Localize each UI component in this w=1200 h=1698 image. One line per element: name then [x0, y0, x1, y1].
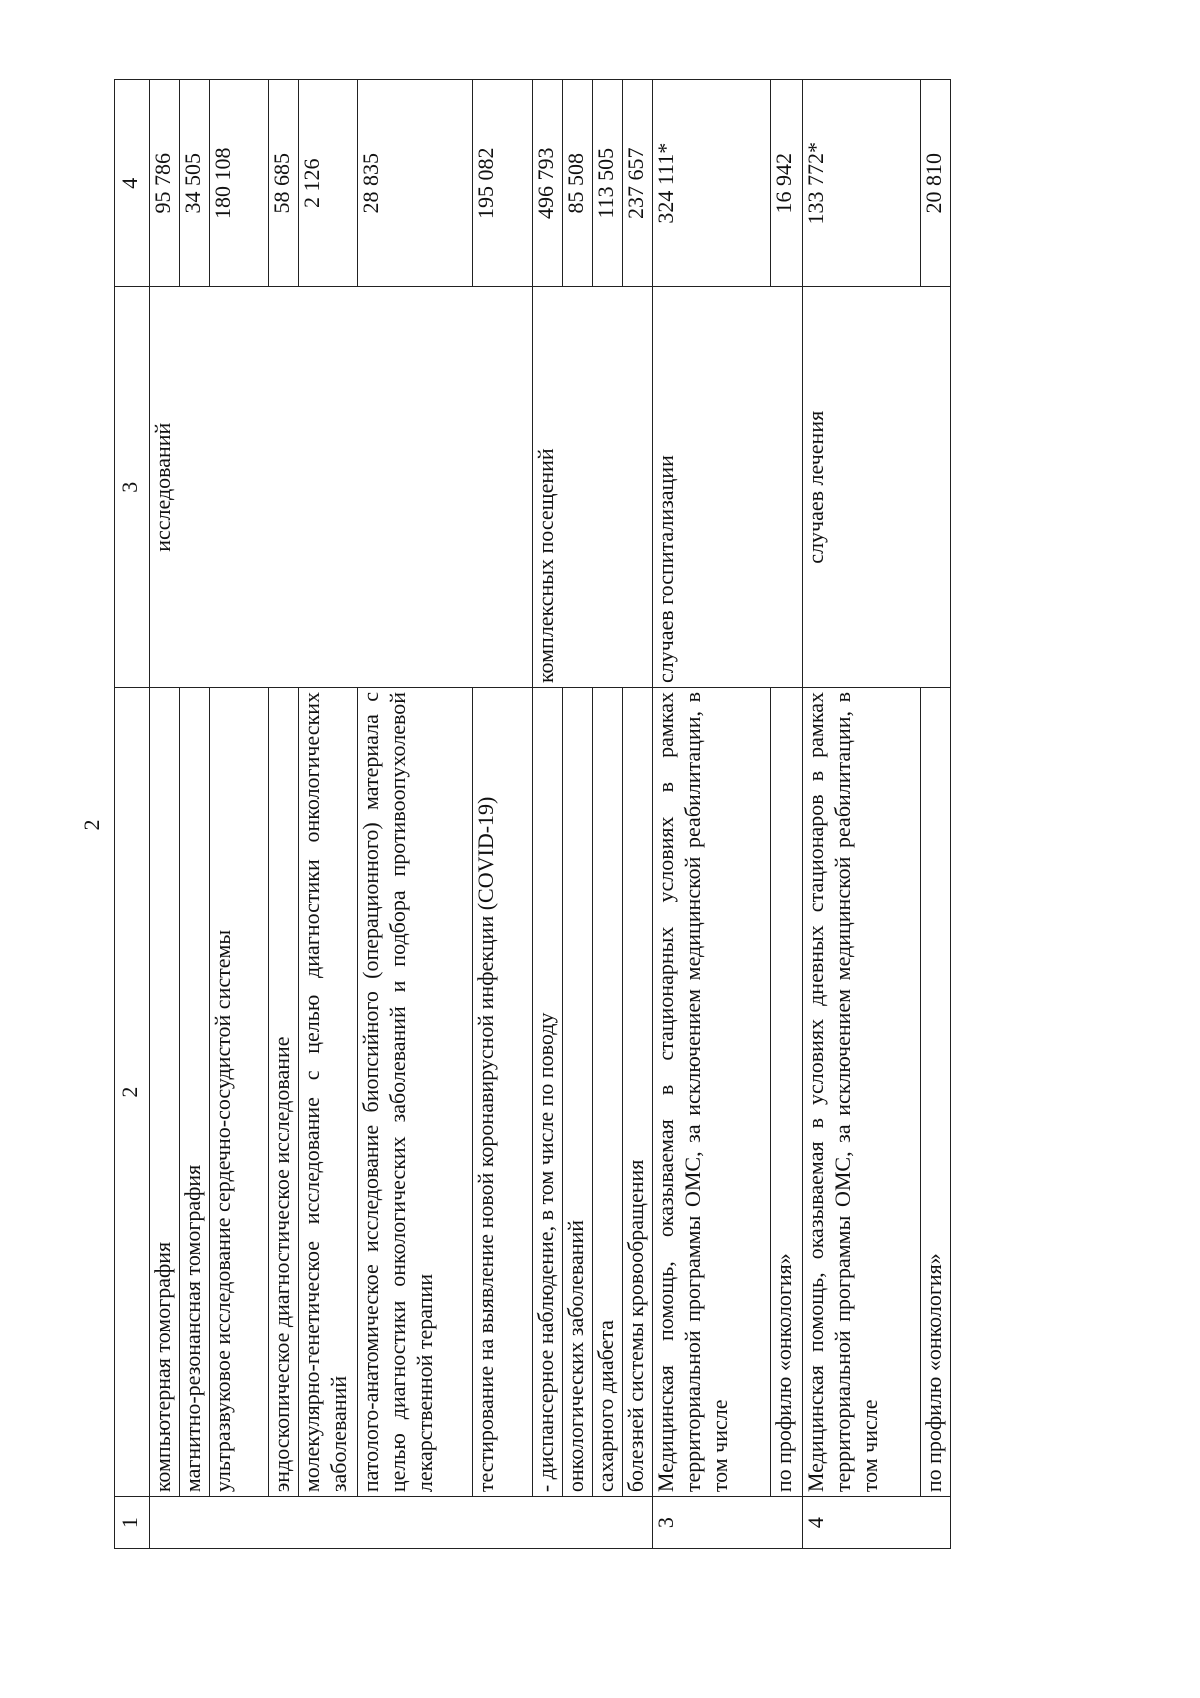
- unit-cell: случаев госпитализации: [653, 287, 803, 688]
- row-label: болезней системы кровообращения: [623, 688, 653, 1497]
- row-value: 34 505: [180, 80, 210, 287]
- row-value: 16 942: [771, 80, 803, 287]
- row-value: 237 657: [623, 80, 653, 287]
- row-value: 95 786: [150, 80, 180, 287]
- row-label: компьютерная томография: [150, 688, 180, 1497]
- row-value: 2 126: [299, 80, 358, 287]
- row-value: 28 835: [358, 80, 473, 287]
- table-header-row: [115, 80, 150, 1549]
- header-cell-3: 3: [115, 287, 150, 688]
- header-cell-4: 4: [115, 80, 150, 287]
- row-label: эндоскопическое диагностическое исследование: [269, 688, 299, 1497]
- row-label: Медицинская помощь, оказываемая в условиях дневных стационаров в рамках территориальной программы ОМС, за исключением медицинской реабилитации, в том числе: [803, 688, 921, 1497]
- row-value: 133 772*: [803, 80, 921, 287]
- unit-cell: случаев лечения: [803, 287, 951, 688]
- row-label: магнитно-резонансная томография: [180, 688, 210, 1497]
- row-value: 58 685: [269, 80, 299, 287]
- row-number-cell: [150, 1497, 653, 1549]
- table-row: [150, 80, 180, 1549]
- row-number-cell: 3: [653, 1497, 803, 1549]
- table-row: [653, 80, 771, 1549]
- row-label: онкологических заболеваний: [563, 688, 593, 1497]
- row-value: 180 108: [210, 80, 269, 287]
- header-cell-1: 1: [115, 1497, 150, 1549]
- row-number-cell: 4: [803, 1497, 951, 1549]
- row-label: патолого-анатомическое исследование биопсийного (операционного) материала с целью диагностики онкологических заболеваний и подбора противоопухолевой лекарственной терапии: [358, 688, 473, 1497]
- row-label: тестирование на выявление новой коронавирусной инфекции (COVID-19): [473, 688, 533, 1497]
- row-value: 324 111*: [653, 80, 771, 287]
- row-value: 85 508: [563, 80, 593, 287]
- header-cell-2: 2: [115, 688, 150, 1497]
- row-label: по профилю «онкология»: [921, 688, 951, 1497]
- row-value: 113 505: [593, 80, 623, 287]
- row-label: ультразвуковое исследование сердечно-сосудистой системы: [210, 688, 269, 1497]
- table-row: [533, 80, 563, 1549]
- row-label: сахарного диабета: [593, 688, 623, 1497]
- row-value: 195 082: [473, 80, 533, 287]
- unit-cell: комплексных посещений: [533, 287, 653, 688]
- row-value: 496 793: [533, 80, 563, 287]
- page-number: 2: [79, 819, 104, 831]
- row-label: Медицинская помощь, оказываемая в стационарных условиях в рамках территориальной программы ОМС, за исключением медицинской реабилитации, в том числе: [653, 688, 771, 1497]
- table-row: [803, 80, 921, 1549]
- row-label: молекулярно-генетическое исследование с целью диагностики онкологических заболеваний: [299, 688, 358, 1497]
- unit-cell: исследований: [150, 287, 533, 688]
- row-label: - диспансерное наблюдение, в том числе по поводу: [533, 688, 563, 1497]
- row-label: по профилю «онкология»: [771, 688, 803, 1497]
- row-value: 20 810: [921, 80, 951, 287]
- rotated-table-container: [114, 79, 1049, 1549]
- data-table: [114, 79, 951, 1549]
